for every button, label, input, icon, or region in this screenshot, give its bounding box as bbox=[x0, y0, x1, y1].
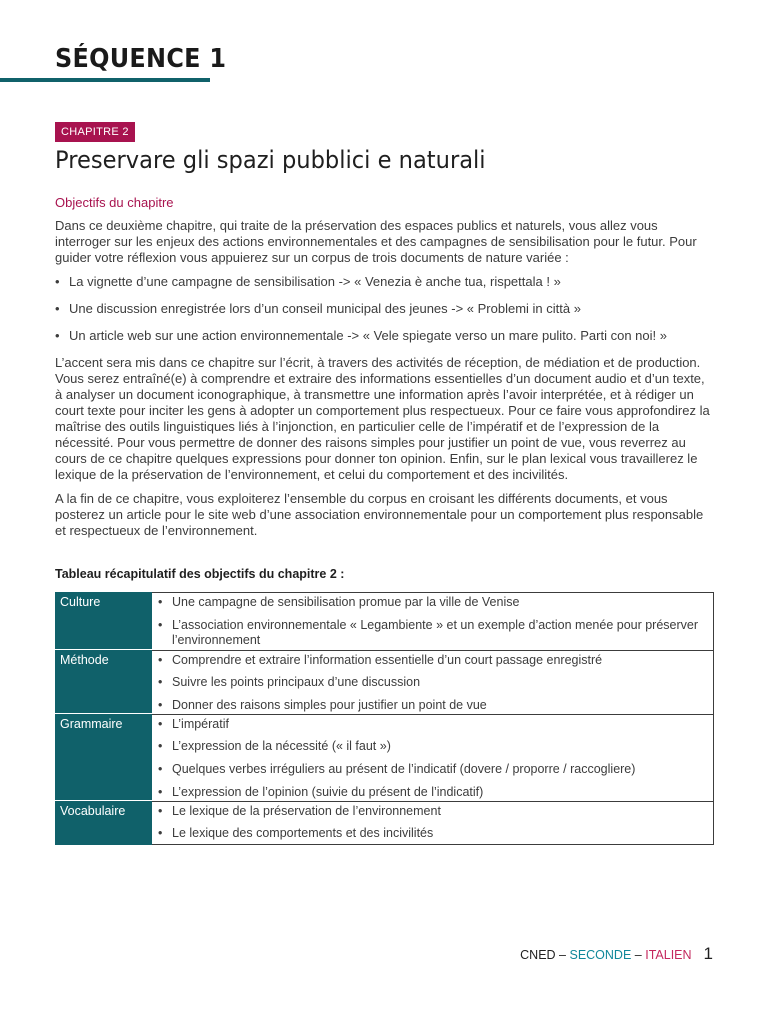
row-cell bbox=[152, 650, 714, 714]
table-caption: Tableau récapitulatif des objectifs du chapitre 2 : bbox=[55, 567, 345, 581]
objectives-heading: Objectifs du chapitre bbox=[55, 195, 174, 210]
list-item: • Une campagne de sensibilisation promue par la ville de Venise bbox=[156, 595, 707, 610]
footer-separator: – bbox=[555, 948, 570, 962]
list-item: • Le lexique de la préservation de l’environnement bbox=[156, 804, 707, 819]
title-underline bbox=[0, 78, 210, 82]
list-item: • Suivre les points principaux d’une discussion bbox=[156, 675, 707, 690]
row-label: Vocabulaire bbox=[55, 801, 152, 846]
list-item: • Comprendre et extraire l’information essentielle d’un court passage enregistré bbox=[156, 653, 707, 668]
list-item: • Un article web sur une action environnementale -> « Vele spiegate verso un mare pulito. Parti con noi! » bbox=[55, 328, 715, 344]
sequence-title: SÉQUENCE 1 bbox=[55, 44, 227, 74]
closing-paragraph: A la fin de ce chapitre, vous exploiterez l’ensemble du corpus en croisant les différents documents, et vous posterez un article pour le site web d’une association environnementale pour un comportement plus responsable et respectueux de l’environnement. bbox=[55, 491, 704, 538]
objectives-section bbox=[55, 195, 715, 547]
page-number: 1 bbox=[703, 944, 713, 963]
list-item: • Quelques verbes irréguliers au présent de l’indicatif (dovere / proporre / raccogliere) bbox=[156, 762, 707, 777]
table-row bbox=[55, 801, 714, 846]
list-item: • Le lexique des comportements et des incivilités bbox=[156, 826, 707, 844]
footer-level: SECONDE bbox=[569, 948, 632, 962]
list-item: • Donner des raisons simples pour justifier un point de vue bbox=[156, 698, 707, 714]
row-label: Méthode bbox=[55, 650, 152, 714]
chapter-title: Preservare gli spazi pubblici e naturali bbox=[55, 146, 486, 174]
footer-separator: – bbox=[631, 948, 646, 962]
page-footer bbox=[520, 944, 713, 964]
footer-org: CNED bbox=[520, 948, 556, 962]
chapter-badge: CHAPITRE 2 bbox=[55, 122, 135, 142]
row-cell bbox=[152, 714, 714, 801]
list-item: • L’impératif bbox=[156, 717, 707, 732]
documents-list bbox=[55, 274, 715, 344]
row-label: Grammaire bbox=[55, 714, 152, 801]
objectives-table bbox=[55, 592, 714, 845]
list-item: • Une discussion enregistrée lors d’un conseil municipal des jeunes -> « Problemi in città » bbox=[55, 301, 715, 317]
footer-subject: ITALIEN bbox=[645, 948, 692, 962]
row-cell bbox=[152, 592, 714, 650]
list-item: • L’expression de l’opinion (suivie du présent de l’indicatif) bbox=[156, 785, 707, 801]
list-item: • L’expression de la nécessité (« il faut ») bbox=[156, 739, 707, 754]
row-cell bbox=[152, 801, 714, 846]
table-row bbox=[55, 650, 714, 714]
body-paragraph: L’accent sera mis dans ce chapitre sur l’écrit, à travers des activités de réception, de médiation et de production. Vous serez entraîné(e) à comprendre et extraire des informations essentielles d’un document audio et d’un texte, à analyser un document iconographique, à transmettre une information après l’avoir interprétée, et à rédiger un court texte pour inciter les gens à adopter un comportement plus respectueux. Pour ce faire vous approfondirez la maîtrise des outils linguistiques liés à l’injonction, en particulier celle de l’impératif et de l’expression de la nécessité. Pour vous permettre de donner des raisons simples pour justifier un point de vue, vous reverrez au cours de ce chapitre quelques expressions pour donner ton opinion. Enfin, sur le plan lexical vous travaillerez le lexique de la préservation de l’environnement, et celui du comportement et des incivilités. bbox=[55, 355, 710, 482]
row-label: Culture bbox=[55, 592, 152, 650]
intro-paragraph: Dans ce deuxième chapitre, qui traite de la préservation des espaces publics et naturels, vous allez vous interroger sur les enjeux des actions environnementales et des campagnes de sensibilisation pour le futur. Pour guider votre réflexion vous appuierez sur un corpus de trois documents de nature variée : bbox=[55, 218, 697, 265]
table-row bbox=[55, 714, 714, 801]
list-item: • L’association environnementale « Legambiente » et un exemple d’action menée pour préserver l’environnement bbox=[156, 618, 707, 650]
table-row bbox=[55, 592, 714, 650]
list-item: • La vignette d’une campagne de sensibilisation -> « Venezia è anche tua, rispettala ! » bbox=[55, 274, 715, 290]
